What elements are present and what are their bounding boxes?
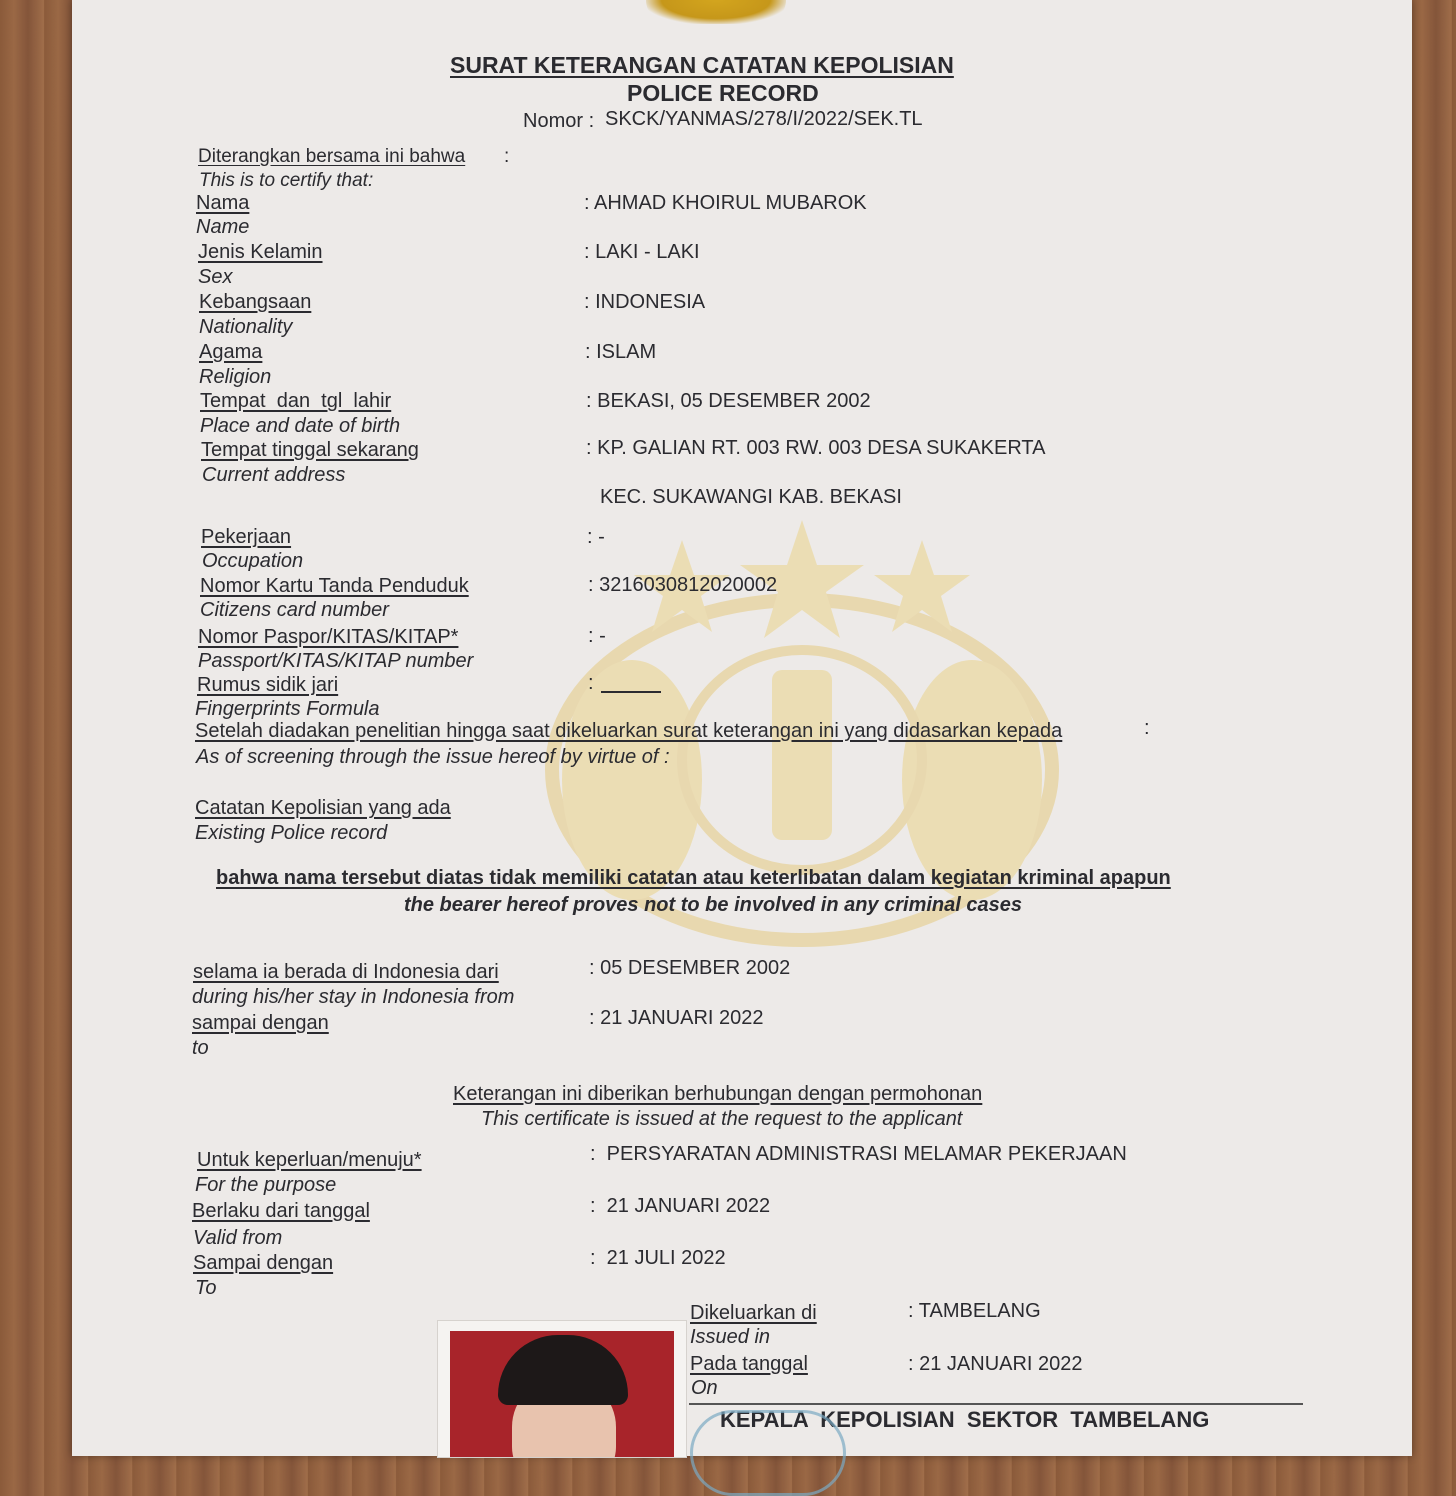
field-religion-value: : ISLAM bbox=[585, 341, 657, 363]
field-religion-label-en: Religion bbox=[199, 366, 272, 388]
field-address-label-en: Current address bbox=[202, 464, 346, 486]
field-passport-value: : - bbox=[588, 625, 606, 647]
issued-in-value: : TAMBELANG bbox=[908, 1300, 1041, 1322]
field-address-value-line2: KEC. SUKAWANGI KAB. BEKASI bbox=[600, 486, 902, 508]
stay-to-label-en: to bbox=[192, 1037, 209, 1059]
field-fingerprint-label: Rumus sidik jari bbox=[197, 674, 339, 696]
purpose-label: Untuk keperluan/menuju* bbox=[197, 1149, 422, 1171]
valid-to-value: : 21 JULI 2022 bbox=[590, 1247, 726, 1269]
screening-colon: : bbox=[1144, 717, 1150, 739]
field-passport-label-en: Passport/KITAS/KITAP number bbox=[198, 650, 474, 672]
stay-to-value: : 21 JANUARI 2022 bbox=[589, 1007, 764, 1029]
document-paper bbox=[72, 0, 1412, 1456]
field-citizen-card-label: Nomor Kartu Tanda Penduduk bbox=[200, 575, 469, 597]
valid-to-label: Sampai dengan bbox=[193, 1252, 334, 1274]
issued-on-value: : 21 JANUARI 2022 bbox=[908, 1353, 1083, 1375]
intro-en: This is to certify that: bbox=[199, 170, 374, 191]
request-en: This certificate is issued at the request to the applicant bbox=[481, 1108, 963, 1130]
document-subtitle: POLICE RECORD bbox=[627, 80, 819, 106]
photo-hair bbox=[498, 1335, 628, 1405]
police-record-label-en: Existing Police record bbox=[195, 822, 388, 844]
field-name-label-en: Name bbox=[196, 216, 250, 238]
signatory-title: KEPALA KEPOLISIAN SEKTOR TAMBELANG bbox=[720, 1407, 1210, 1432]
field-sex-label: Jenis Kelamin bbox=[198, 241, 323, 263]
stay-to-label: sampai dengan bbox=[192, 1012, 329, 1034]
intro-id: Diterangkan bersama ini bahwa bbox=[198, 146, 466, 167]
official-stamp bbox=[690, 1410, 846, 1496]
valid-from-label: Berlaku dari tanggal bbox=[192, 1200, 370, 1222]
issued-on-label: Pada tanggal bbox=[690, 1353, 808, 1375]
fingerprint-blank-line bbox=[601, 691, 661, 693]
issued-in-label: Dikeluarkan di bbox=[690, 1302, 817, 1324]
document-number-value: SKCK/YANMAS/278/I/2022/SEK.TL bbox=[605, 108, 923, 130]
issued-on-label-en: On bbox=[691, 1377, 718, 1399]
field-birth-label: Tempat dan tgl lahir bbox=[200, 390, 392, 412]
field-passport-label: Nomor Paspor/KITAS/KITAP* bbox=[198, 626, 459, 648]
valid-from-value: : 21 JANUARI 2022 bbox=[590, 1195, 771, 1217]
signature-rule bbox=[689, 1403, 1303, 1405]
field-fingerprint-label-en: Fingerprints Formula bbox=[195, 698, 380, 720]
field-birth-value: : BEKASI, 05 DESEMBER 2002 bbox=[586, 390, 871, 412]
document-title: SURAT KETERANGAN CATATAN KEPOLISIAN bbox=[450, 52, 954, 78]
request-id: Keterangan ini diberikan berhubungan dengan permohonan bbox=[453, 1083, 983, 1105]
stay-from-value: : 05 DESEMBER 2002 bbox=[589, 957, 791, 979]
field-occupation-value: : - bbox=[587, 526, 605, 548]
statement-en: the bearer hereof proves not to be involved in any criminal cases bbox=[404, 894, 1022, 916]
screening-id: Setelah diadakan penelitian hingga saat dikeluarkan surat keterangan ini yang didasarkan kepada bbox=[195, 720, 1063, 742]
crest-emblem-top bbox=[646, 0, 786, 24]
screening-en: As of screening through the issue hereof by virtue of : bbox=[196, 746, 670, 768]
field-occupation-label-en: Occupation bbox=[202, 550, 304, 572]
applicant-photo-frame bbox=[437, 1320, 687, 1458]
purpose-label-en: For the purpose bbox=[195, 1174, 337, 1196]
field-sex-value: : LAKI - LAKI bbox=[584, 241, 700, 263]
valid-from-label-en: Valid from bbox=[193, 1227, 283, 1249]
field-name-label: Nama bbox=[196, 192, 250, 214]
field-nationality-label-en: Nationality bbox=[199, 316, 293, 338]
statement-id: bahwa nama tersebut diatas tidak memiliki catatan atau keterlibatan dalam kegiatan kriminal apapun bbox=[216, 867, 1171, 889]
document-number-label: Nomor : bbox=[523, 110, 595, 132]
field-fingerprint-value: : bbox=[588, 672, 594, 694]
field-religion-label: Agama bbox=[199, 341, 263, 363]
field-address-label: Tempat tinggal sekarang bbox=[201, 439, 419, 461]
purpose-value: : PERSYARATAN ADMINISTRASI MELAMAR PEKERJAAN bbox=[590, 1143, 1127, 1165]
field-name-value: : AHMAD KHOIRUL MUBAROK bbox=[584, 192, 867, 214]
field-citizen-card-label-en: Citizens card number bbox=[200, 599, 389, 621]
field-citizen-card-value: : 3216030812020002 bbox=[588, 574, 778, 596]
field-sex-label-en: Sex bbox=[198, 266, 233, 288]
intro-colon: : bbox=[504, 146, 510, 167]
stay-from-label-en: during his/her stay in Indonesia from bbox=[192, 986, 515, 1008]
valid-to-label-en: To bbox=[195, 1277, 217, 1299]
field-occupation-label: Pekerjaan bbox=[201, 526, 292, 548]
field-address-value: : KP. GALIAN RT. 003 RW. 003 DESA SUKAKERTA bbox=[586, 437, 1046, 459]
police-record-label: Catatan Kepolisian yang ada bbox=[195, 797, 451, 819]
issued-in-label-en: Issued in bbox=[690, 1326, 771, 1348]
field-nationality-label: Kebangsaan bbox=[199, 291, 312, 313]
field-birth-label-en: Place and date of birth bbox=[200, 415, 401, 437]
field-nationality-value: : INDONESIA bbox=[584, 291, 706, 313]
applicant-photo bbox=[450, 1331, 674, 1457]
stay-from-label: selama ia berada di Indonesia dari bbox=[193, 961, 499, 983]
